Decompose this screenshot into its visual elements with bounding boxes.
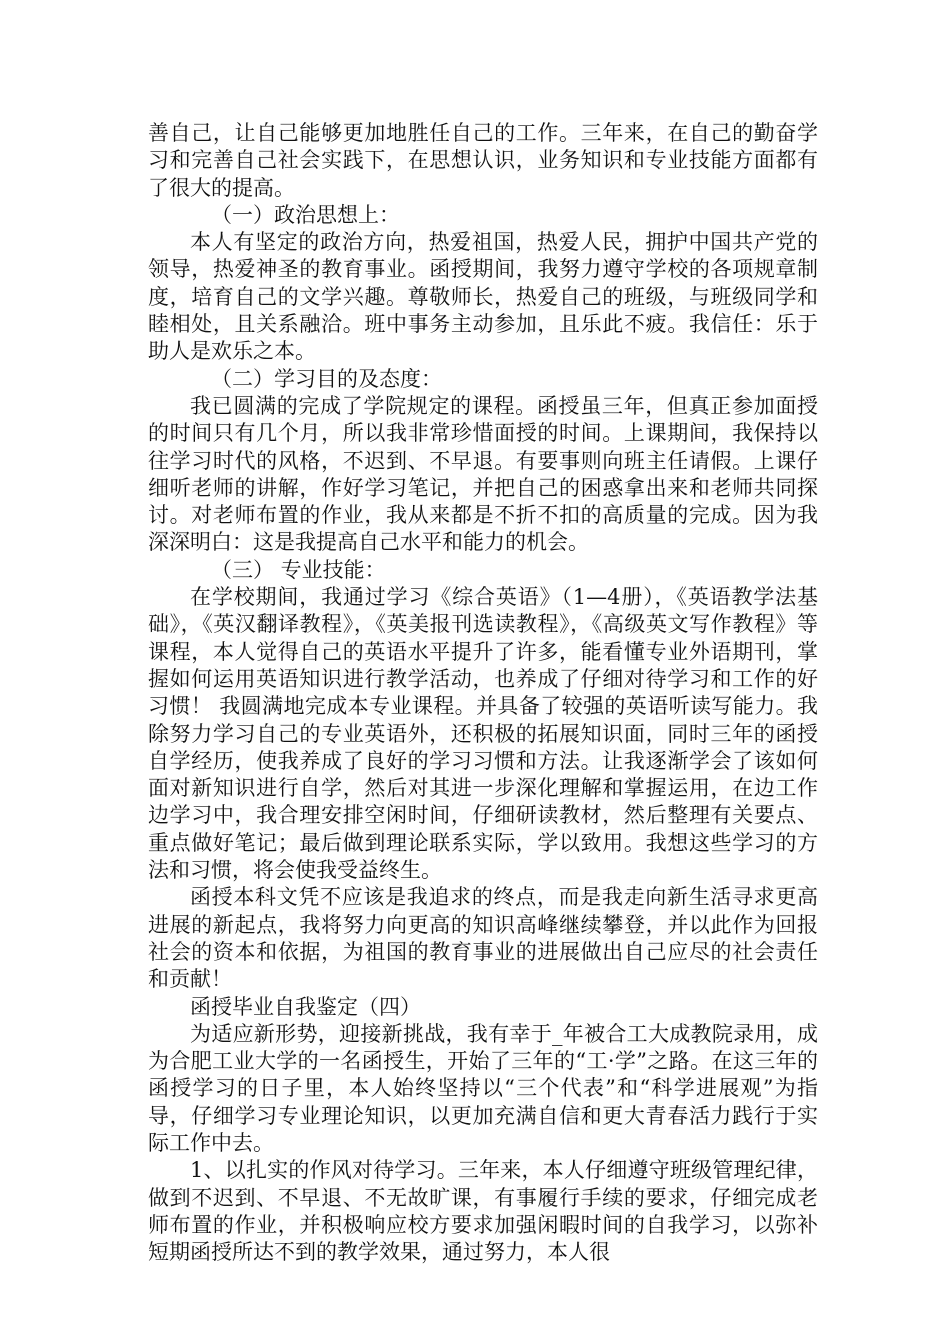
- heading-study-attitude: （二）学习目的及态度：: [211, 366, 442, 391]
- paragraph-professional-skills: 在学校期间，我通过学习《综合英语》（1—4册），《英语教学法基础》，《英汉翻译教程》，《英美报刊选读教程》，《高级英文写作教程》等课程，本人觉得自己的英语水平提升了许多，能看懂专业外语期刊，掌握如何运用英语知识进行教学活动，也养成了仔细对待学习和工作的好习惯！ 我圆满地完成本专业课程。并具备了较强的英语听读写能力。我除努力学习自己的专业英语外，还积极的拓展知识面，同时三年的函授自学经历，使我养成了良好的学习习惯和方法。让我逐渐学会了该如何面对新知识进行自学，然后对其进一步深化理解和掌握运用，在边工作边学习中，我合理安排空闲时间，仔细研读教材，然后整理有关要点、重点做好笔记；最后做到理论联系实际，学以致用。我想这些学习的方法和习惯，将会使我受益终生。: [148, 585, 818, 883]
- paragraph-appraisal-intro: 为适应新形势，迎接新挑战，我有幸于_年被合工大成教院录用，成为合肥工业大学的一名函授生，开始了三年的“工·学”之路。在这三年的函授学习的日子里，本人始终坚持以“三个代表”和“科学进展观”为指导，仔细学习专业理论知识，以更加充满自信和更大青春活力践行于实际工作中去。: [148, 1021, 818, 1155]
- paragraph-conclusion: 函授本科文凭不应该是我追求的终点，而是我走向新生活寻求更高进展的新起点，我将努力向更高的知识高峰继续攀登，并以此作为回报社会的资本和依据，为祖国的教育事业的进展做出自己应尽的社会责任和贡献！: [148, 885, 818, 992]
- paragraph-appraisal-point-1: 1、以扎实的作风对待学习。三年来，本人仔细遵守班级管理纪律，做到不迟到、不早退、不无故旷课，有事履行手续的要求，仔细完成老师布置的作业，并积极响应校方要求加强闲暇时间的自我学习，以弥补短期函授所达不到的教学效果，通过努力，本人很: [148, 1158, 818, 1265]
- paragraph-political-thought: 本人有坚定的政治方向，热爱祖国，热爱人民，拥护中国共产党的领导，热爱神圣的教育事业。函授期间，我努力遵守学校的各项规章制度，培育自己的文学兴趣。尊敬师长，热爱自己的班级，与班级同学和睦相处，且关系融洽。班中事务主动参加，且乐此不疲。我信任：乐于助人是欢乐之本。: [148, 230, 818, 364]
- heading-political-thought: （一）政治思想上：: [211, 202, 400, 227]
- paragraph-opening: 善自己，让自己能够更加地胜任自己的工作。三年来，在自己的勤奋学习和完善自己社会实践下，在思想认识，业务知识和专业技能方面都有了很大的提高。: [148, 121, 818, 200]
- heading-professional-skills: （三） 专业技能：: [211, 557, 386, 582]
- document-page: [148, 120, 818, 1266]
- section-title-appraisal-four: 函授毕业自我鉴定（四）: [190, 994, 421, 1019]
- paragraph-study-attitude: 我已圆满的完成了学院规定的课程。函授虽三年，但真正参加面授的时间只有几个月，所以我非常珍惜面授的时间。上课期间，我保持以往学习时代的风格，不迟到、不早退。有要事则向班主任请假。上课仔细听老师的讲解，作好学习笔记，并把自己的困惑拿出来和老师共同探讨。对老师布置的作业，我从来都是不折不扣的高质量的完成。因为我深深明白：这是我提高自己水平和能力的机会。: [148, 393, 818, 555]
